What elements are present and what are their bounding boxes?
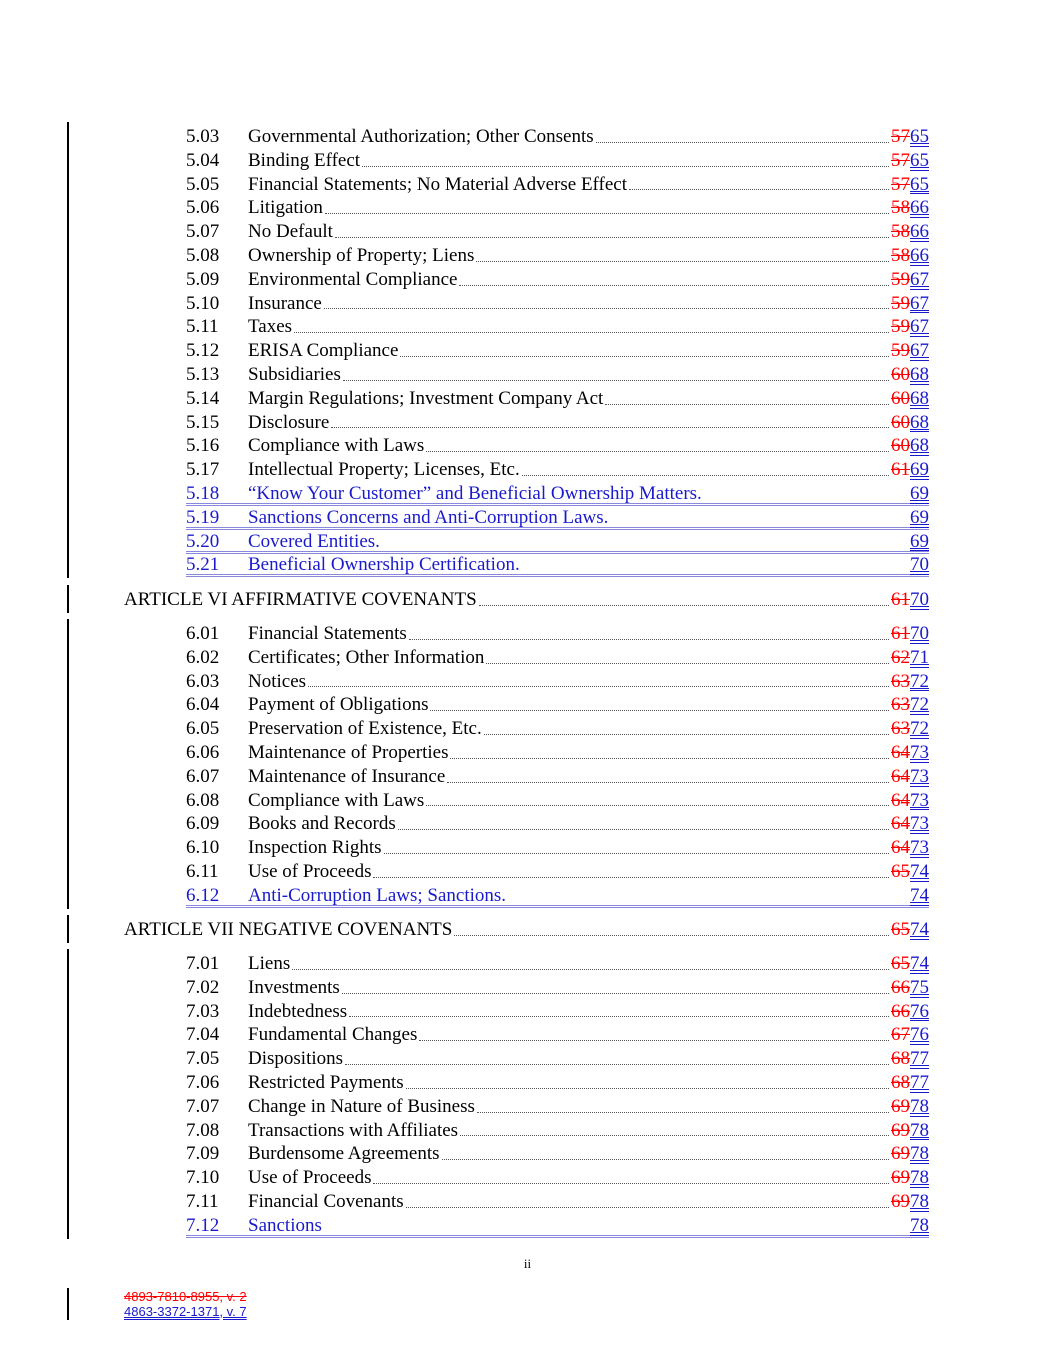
toc-section-entry[interactable] bbox=[186, 387, 929, 411]
toc-section-entry[interactable] bbox=[186, 458, 929, 482]
dot-leader bbox=[454, 935, 889, 936]
inserted-page-number: 65 bbox=[910, 126, 929, 147]
section-number: 7.01 bbox=[186, 953, 220, 974]
change-bar bbox=[67, 949, 69, 1239]
toc-section-entry[interactable] bbox=[186, 646, 929, 670]
deleted-page-number: 62 bbox=[891, 646, 910, 668]
toc-section-entry[interactable] bbox=[186, 1190, 929, 1214]
toc-section-entry[interactable] bbox=[186, 220, 929, 244]
toc-section-entry[interactable] bbox=[186, 506, 929, 530]
deleted-page-number: 60 bbox=[891, 387, 910, 409]
entry-title: ARTICLE VII NEGATIVE COVENANTS bbox=[124, 919, 453, 940]
toc-section-entry[interactable] bbox=[186, 1119, 929, 1143]
inserted-page-number: 70 bbox=[910, 554, 929, 576]
dot-leader bbox=[442, 1159, 889, 1160]
dot-leader bbox=[292, 969, 889, 970]
inserted-page-number: 66 bbox=[910, 221, 929, 243]
deleted-page-number: 63 bbox=[891, 670, 910, 692]
inserted-page-number: 69 bbox=[910, 506, 929, 528]
inserted-page-number: 67 bbox=[910, 316, 929, 338]
toc-section-entry[interactable] bbox=[186, 741, 929, 765]
toc-section-entry[interactable] bbox=[186, 553, 929, 577]
deleted-page-number: 65 bbox=[891, 953, 910, 974]
entry-title: Maintenance of Properties bbox=[248, 742, 449, 763]
toc-section-entry[interactable] bbox=[186, 1095, 929, 1119]
dot-leader bbox=[362, 166, 889, 167]
inserted-page-number: 69 bbox=[910, 530, 929, 552]
dot-leader bbox=[477, 1112, 889, 1113]
dot-leader bbox=[426, 451, 889, 452]
dot-leader bbox=[629, 189, 889, 190]
inserted-page-number: 66 bbox=[910, 197, 929, 219]
inserted-page-number: 76 bbox=[910, 1000, 929, 1022]
inserted-page-number: 68 bbox=[910, 435, 929, 457]
entry-title: Disclosure bbox=[248, 411, 330, 433]
entry-title: Transactions with Affiliates bbox=[248, 1119, 459, 1141]
entry-title: Compliance with Laws bbox=[248, 435, 425, 457]
dot-leader bbox=[343, 380, 889, 381]
inserted-page-number: 69 bbox=[910, 483, 929, 504]
dot-leader bbox=[426, 805, 889, 806]
deleted-page-number: 68 bbox=[891, 1072, 910, 1093]
dot-leader bbox=[479, 605, 889, 606]
section-number: 5.05 bbox=[186, 173, 220, 195]
deleted-page-number: 59 bbox=[891, 268, 910, 290]
dot-leader bbox=[484, 734, 889, 735]
inserted-page-number: 77 bbox=[910, 1048, 929, 1070]
section-number: 6.03 bbox=[186, 670, 220, 692]
entry-title: Liens bbox=[248, 953, 291, 974]
entry-title: “Know Your Customer” and Beneficial Ownership Matters. bbox=[248, 483, 702, 504]
deleted-page-number: 64 bbox=[891, 742, 910, 763]
change-bar bbox=[67, 1288, 69, 1320]
entry-title: Anti-Corruption Laws; Sanctions. bbox=[248, 884, 507, 906]
toc-section-entry[interactable] bbox=[186, 1166, 929, 1190]
deleted-page-number: 69 bbox=[891, 1167, 910, 1189]
inserted-page-number: 78 bbox=[910, 1095, 929, 1117]
section-number: 5.13 bbox=[186, 364, 220, 385]
dot-leader bbox=[447, 782, 889, 783]
inserted-page-number: 73 bbox=[910, 813, 929, 835]
section-number: 5.08 bbox=[186, 245, 220, 266]
inserted-page-number: 74 bbox=[910, 884, 929, 906]
section-number: 6.11 bbox=[186, 861, 219, 882]
section-number: 7.03 bbox=[186, 1000, 220, 1022]
deleted-page-number: 63 bbox=[891, 718, 910, 740]
entry-title: Books and Records bbox=[248, 813, 396, 835]
dot-leader bbox=[522, 475, 889, 476]
deleted-page-number: 63 bbox=[891, 694, 910, 716]
entry-title: Margin Regulations; Investment Company Act bbox=[248, 387, 604, 409]
section-number: 5.10 bbox=[186, 292, 220, 314]
entry-title: Fundamental Changes bbox=[248, 1024, 418, 1046]
entry-title: ERISA Compliance bbox=[248, 340, 399, 362]
deleted-page-number: 57 bbox=[891, 149, 910, 171]
dot-leader bbox=[345, 1064, 889, 1065]
entry-title: Sanctions Concerns and Anti-Corruption Laws. bbox=[248, 506, 609, 528]
toc-section-entry[interactable] bbox=[186, 315, 929, 339]
inserted-page-number: 68 bbox=[910, 411, 929, 433]
inserted-page-number: 69 bbox=[910, 459, 929, 481]
section-number: 7.08 bbox=[186, 1119, 220, 1141]
inserted-page-number: 73 bbox=[910, 837, 929, 859]
section-number: 7.02 bbox=[186, 976, 220, 998]
deleted-page-number: 66 bbox=[891, 1000, 910, 1022]
section-number: 5.18 bbox=[186, 483, 220, 504]
toc-section-entry[interactable] bbox=[186, 1047, 929, 1071]
section-number: 5.11 bbox=[186, 316, 219, 338]
deleted-page-number: 59 bbox=[891, 292, 910, 314]
toc-section-entry[interactable] bbox=[186, 173, 929, 197]
toc-section-entry[interactable] bbox=[186, 196, 929, 220]
inserted-page-number: 70 bbox=[910, 623, 929, 644]
toc-section-entry[interactable] bbox=[186, 363, 929, 387]
toc-section-entry[interactable] bbox=[186, 1214, 929, 1238]
entry-title: Environmental Compliance bbox=[248, 268, 458, 290]
inserted-page-number: 78 bbox=[910, 1191, 929, 1212]
section-number: 6.05 bbox=[186, 718, 220, 740]
entry-title: Certificates; Other Information bbox=[248, 646, 485, 668]
inserted-page-number: 65 bbox=[910, 149, 929, 171]
toc-section-entry[interactable] bbox=[186, 411, 929, 435]
entry-title: Subsidiaries bbox=[248, 364, 341, 385]
entry-title: Financial Statements bbox=[248, 623, 407, 644]
section-number: 5.19 bbox=[186, 506, 220, 528]
entry-title: Beneficial Ownership Certification. bbox=[248, 554, 520, 576]
dot-leader bbox=[294, 332, 889, 333]
dot-leader bbox=[325, 213, 889, 214]
section-number: 5.16 bbox=[186, 435, 220, 457]
entry-title: Covered Entities. bbox=[248, 530, 380, 552]
section-number: 7.09 bbox=[186, 1143, 220, 1165]
toc-section-entry[interactable] bbox=[186, 717, 929, 741]
deleted-page-number: 57 bbox=[891, 173, 910, 195]
dot-leader bbox=[596, 142, 889, 143]
dot-leader bbox=[450, 758, 889, 759]
deleted-page-number: 69 bbox=[891, 1143, 910, 1165]
entry-title: Payment of Obligations bbox=[248, 694, 429, 716]
toc-section-entry[interactable] bbox=[186, 244, 929, 268]
toc-section-entry[interactable] bbox=[186, 1142, 929, 1166]
inserted-page-number: 73 bbox=[910, 742, 929, 763]
toc-section-entry[interactable] bbox=[186, 1071, 929, 1095]
dot-leader bbox=[409, 639, 889, 640]
entry-title: Notices bbox=[248, 670, 307, 692]
toc-section-entry[interactable] bbox=[186, 292, 929, 316]
toc-article-entry[interactable] bbox=[124, 588, 929, 612]
deleted-page-number: 68 bbox=[891, 1048, 910, 1070]
section-number: 7.06 bbox=[186, 1072, 220, 1093]
dot-leader bbox=[331, 427, 889, 428]
section-number: 7.05 bbox=[186, 1048, 220, 1070]
dot-leader bbox=[349, 1016, 889, 1017]
section-number: 6.06 bbox=[186, 742, 220, 763]
deleted-page-number: 66 bbox=[891, 976, 910, 998]
deleted-page-number: 58 bbox=[891, 245, 910, 266]
inserted-page-number: 73 bbox=[910, 765, 929, 787]
toc-section-entry[interactable] bbox=[186, 836, 929, 860]
entry-title: Intellectual Property; Licenses, Etc. bbox=[248, 459, 520, 481]
toc-section-entry[interactable] bbox=[186, 434, 929, 458]
dot-leader bbox=[373, 1183, 889, 1184]
dot-leader bbox=[460, 1135, 889, 1136]
inserted-page-number: 66 bbox=[910, 245, 929, 266]
dot-leader bbox=[605, 404, 889, 405]
deleted-page-number: 69 bbox=[891, 1095, 910, 1117]
entry-title: Financial Statements; No Material Adverse Effect bbox=[248, 173, 628, 195]
toc-section-entry[interactable] bbox=[186, 789, 929, 813]
dot-leader bbox=[308, 686, 889, 687]
deleted-page-number: 64 bbox=[891, 765, 910, 787]
toc-section-entry[interactable] bbox=[186, 482, 929, 506]
entry-title: Change in Nature of Business bbox=[248, 1095, 475, 1117]
toc-section-entry[interactable] bbox=[186, 765, 929, 789]
section-number: 5.15 bbox=[186, 411, 220, 433]
inserted-page-number: 78 bbox=[910, 1214, 929, 1236]
deleted-page-number: 64 bbox=[891, 837, 910, 859]
toc-section-entry[interactable] bbox=[186, 670, 929, 694]
section-number: 6.12 bbox=[186, 884, 220, 906]
section-number: 6.07 bbox=[186, 765, 220, 787]
section-number: 6.08 bbox=[186, 789, 220, 811]
deleted-page-number: 60 bbox=[891, 364, 910, 385]
toc-section-entry[interactable] bbox=[186, 976, 929, 1000]
section-number: 5.17 bbox=[186, 459, 220, 481]
toc-section-entry[interactable] bbox=[186, 622, 929, 646]
toc-section-entry[interactable] bbox=[186, 125, 929, 149]
section-number: 6.01 bbox=[186, 623, 220, 644]
toc-section-entry[interactable] bbox=[186, 1023, 929, 1047]
toc-section-entry[interactable] bbox=[186, 1000, 929, 1024]
section-number: 5.04 bbox=[186, 149, 220, 171]
deleted-page-number: 69 bbox=[891, 1191, 910, 1212]
section-number: 6.02 bbox=[186, 646, 220, 668]
entry-title: Binding Effect bbox=[248, 149, 361, 171]
change-bar bbox=[67, 585, 69, 613]
deleted-page-number: 59 bbox=[891, 316, 910, 338]
section-number: 5.14 bbox=[186, 387, 220, 409]
section-number: 5.21 bbox=[186, 554, 220, 576]
entry-title: Litigation bbox=[248, 197, 323, 219]
section-number: 7.11 bbox=[186, 1191, 219, 1212]
change-bar bbox=[67, 122, 69, 578]
inserted-page-number: 74 bbox=[910, 861, 929, 882]
dot-leader bbox=[430, 710, 889, 711]
inserted-page-number: 78 bbox=[910, 1167, 929, 1189]
entry-title: Use of Proceeds bbox=[248, 861, 372, 882]
entry-title: Ownership of Property; Liens bbox=[248, 245, 475, 266]
entry-title: ARTICLE VI AFFIRMATIVE COVENANTS bbox=[124, 589, 477, 610]
dot-leader bbox=[335, 237, 889, 238]
inserted-page-number: 72 bbox=[910, 694, 929, 716]
page-number: ii bbox=[523, 1256, 532, 1271]
deleted-page-number: 58 bbox=[891, 197, 910, 219]
dot-leader bbox=[324, 308, 889, 309]
toc-article-entry[interactable] bbox=[124, 918, 929, 942]
dot-leader bbox=[342, 993, 889, 994]
toc-section-entry[interactable] bbox=[186, 268, 929, 292]
entry-title: Restricted Payments bbox=[248, 1072, 404, 1093]
section-number: 7.10 bbox=[186, 1167, 220, 1189]
entry-title: Insurance bbox=[248, 292, 322, 314]
section-number: 5.06 bbox=[186, 197, 220, 219]
inserted-page-number: 65 bbox=[910, 173, 929, 195]
inserted-page-number: 72 bbox=[910, 718, 929, 740]
section-number: 6.04 bbox=[186, 694, 220, 716]
section-number: 7.07 bbox=[186, 1095, 220, 1117]
deleted-page-number: 59 bbox=[891, 340, 910, 362]
entry-title: Taxes bbox=[248, 316, 293, 338]
deleted-page-number: 61 bbox=[891, 589, 910, 610]
entry-title: Dispositions bbox=[248, 1048, 344, 1070]
entry-title: No Default bbox=[248, 221, 333, 243]
deleted-page-number: 57 bbox=[891, 126, 910, 147]
entry-title: Investments bbox=[248, 976, 340, 998]
toc-section-entry[interactable] bbox=[186, 339, 929, 363]
deleted-page-number: 64 bbox=[891, 789, 910, 811]
section-number: 5.09 bbox=[186, 268, 220, 290]
inserted-page-number: 68 bbox=[910, 387, 929, 409]
deleted-page-number: 58 bbox=[891, 221, 910, 243]
inserted-doc-id: 4863-3372-1371, v. 7 bbox=[124, 1304, 247, 1319]
dot-leader bbox=[459, 285, 889, 286]
deleted-page-number: 60 bbox=[891, 411, 910, 433]
inserted-page-number: 67 bbox=[910, 340, 929, 362]
deleted-page-number: 61 bbox=[891, 623, 910, 644]
inserted-page-number: 72 bbox=[910, 670, 929, 692]
deleted-page-number: 67 bbox=[891, 1024, 910, 1046]
toc-section-entry[interactable] bbox=[186, 860, 929, 884]
entry-title: Compliance with Laws bbox=[248, 789, 425, 811]
deleted-doc-id: 4893-7810-8955, v. 2 bbox=[124, 1289, 247, 1304]
dot-leader bbox=[400, 356, 889, 357]
entry-title: Maintenance of Insurance bbox=[248, 765, 446, 787]
inserted-page-number: 68 bbox=[910, 364, 929, 385]
dot-leader bbox=[406, 1207, 889, 1208]
toc-section-entry[interactable] bbox=[186, 530, 929, 554]
entry-title: Indebtedness bbox=[248, 1000, 348, 1022]
inserted-page-number: 78 bbox=[910, 1143, 929, 1165]
entry-title: Governmental Authorization; Other Consents bbox=[248, 126, 594, 147]
deleted-page-number: 60 bbox=[891, 435, 910, 457]
section-number: 5.20 bbox=[186, 530, 220, 552]
inserted-page-number: 78 bbox=[910, 1119, 929, 1141]
change-bar bbox=[67, 619, 69, 909]
entry-title: Sanctions bbox=[248, 1214, 322, 1236]
toc-section-entry[interactable] bbox=[186, 884, 929, 908]
dot-leader bbox=[406, 1088, 889, 1089]
toc-section-entry[interactable] bbox=[186, 952, 929, 976]
section-number: 7.12 bbox=[186, 1214, 220, 1236]
dot-leader bbox=[398, 829, 889, 830]
entry-title: Preservation of Existence, Etc. bbox=[248, 718, 482, 740]
section-number: 5.12 bbox=[186, 340, 220, 362]
inserted-page-number: 77 bbox=[910, 1072, 929, 1093]
section-number: 7.04 bbox=[186, 1024, 220, 1046]
section-number: 6.10 bbox=[186, 837, 220, 859]
dot-leader bbox=[476, 261, 889, 262]
inserted-page-number: 73 bbox=[910, 789, 929, 811]
inserted-page-number: 76 bbox=[910, 1024, 929, 1046]
inserted-page-number: 74 bbox=[910, 953, 929, 974]
inserted-page-number: 67 bbox=[910, 268, 929, 290]
section-number: 5.07 bbox=[186, 221, 220, 243]
dot-leader bbox=[384, 853, 889, 854]
inserted-page-number: 74 bbox=[910, 919, 929, 940]
inserted-page-number: 67 bbox=[910, 292, 929, 314]
inserted-page-number: 71 bbox=[910, 646, 929, 668]
inserted-page-number: 70 bbox=[910, 589, 929, 610]
deleted-page-number: 61 bbox=[891, 459, 910, 481]
deleted-page-number: 65 bbox=[891, 861, 910, 882]
dot-leader bbox=[373, 877, 889, 878]
deleted-page-number: 65 bbox=[891, 919, 910, 940]
inserted-page-number: 75 bbox=[910, 976, 929, 998]
toc-section-entry[interactable] bbox=[186, 693, 929, 717]
toc-section-entry[interactable] bbox=[186, 812, 929, 836]
deleted-page-number: 64 bbox=[891, 813, 910, 835]
entry-title: Use of Proceeds bbox=[248, 1167, 372, 1189]
entry-title: Burdensome Agreements bbox=[248, 1143, 440, 1165]
dot-leader bbox=[419, 1040, 889, 1041]
toc-section-entry[interactable] bbox=[186, 149, 929, 173]
section-number: 5.03 bbox=[186, 126, 220, 147]
section-number: 6.09 bbox=[186, 813, 220, 835]
entry-title: Inspection Rights bbox=[248, 837, 382, 859]
change-bar bbox=[67, 915, 69, 943]
entry-title: Financial Covenants bbox=[248, 1191, 404, 1212]
dot-leader bbox=[486, 663, 889, 664]
deleted-page-number: 69 bbox=[891, 1119, 910, 1141]
